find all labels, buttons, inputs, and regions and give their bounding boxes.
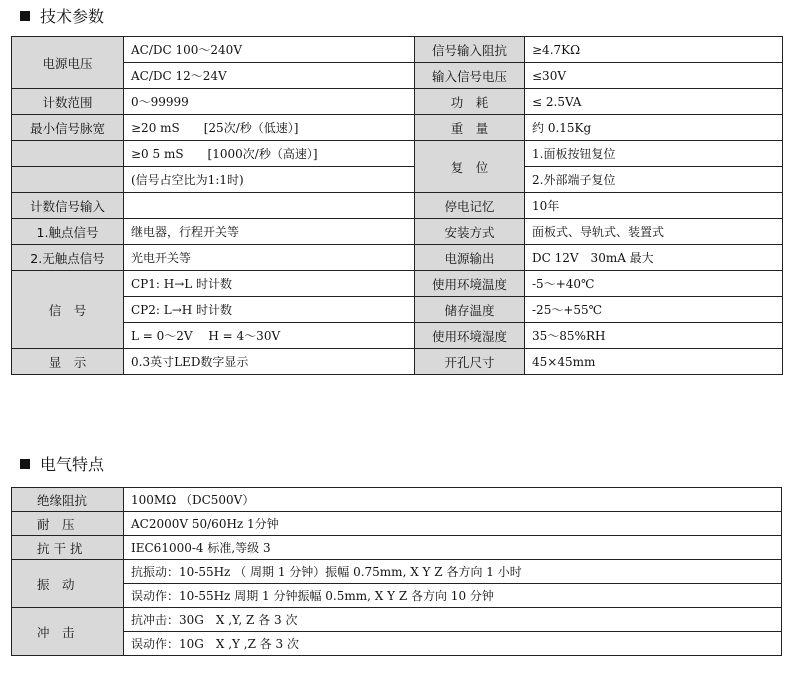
table-row bbox=[12, 584, 782, 608]
signal-voltage-value: ≤30V bbox=[525, 63, 783, 89]
display-label: 显 示 bbox=[12, 349, 124, 375]
table-row bbox=[12, 488, 782, 512]
table-row bbox=[12, 37, 783, 63]
contact-signal-value: 继电器，行程开关等 bbox=[124, 219, 415, 245]
electrical-spec-table bbox=[11, 487, 782, 656]
env-humidity-label: 使用环境湿度 bbox=[415, 323, 525, 349]
table-row bbox=[12, 245, 783, 271]
table-row bbox=[12, 349, 783, 375]
reset-value-2: 2.外部端子复位 bbox=[525, 167, 783, 193]
withstand-label: 耐 压 bbox=[12, 512, 124, 536]
power-output-label: 电源输出 bbox=[415, 245, 525, 271]
emc-label: 抗 干 扰 bbox=[12, 536, 124, 560]
reset-label: 复 位 bbox=[415, 141, 525, 193]
tech-spec-table bbox=[11, 36, 783, 375]
table-row bbox=[12, 632, 782, 656]
vibration-value-1: 抗振动：10-55Hz （ 周期 1 分钟）振幅 0.75mm, X Y Z 各方向 1 小时 bbox=[124, 560, 782, 584]
shock-value-2: 误动作：10G X ,Y ,Z 各 3 次 bbox=[124, 632, 782, 656]
env-humidity-value: 35～85%RH bbox=[525, 323, 783, 349]
power-voltage-value-2: AC/DC 12～24V bbox=[124, 63, 415, 89]
black-square-icon bbox=[20, 459, 30, 469]
black-square-icon bbox=[20, 11, 30, 21]
cutout-label: 开孔尺寸 bbox=[415, 349, 525, 375]
signal-impedance-label: 信号输入阻抗 bbox=[415, 37, 525, 63]
cutout-value: 45×45mm bbox=[525, 349, 783, 375]
table-row bbox=[12, 608, 782, 632]
count-input-label: 计数信号输入 bbox=[12, 193, 124, 219]
table-row bbox=[12, 560, 782, 584]
shock-value-1: 抗冲击：30G X ,Y, Z 各 3 次 bbox=[124, 608, 782, 632]
count-range-value: 0～99999 bbox=[124, 89, 415, 115]
electrical-section-title-text: 电气特点 bbox=[40, 455, 105, 474]
withstand-value: AC2000V 50/60Hz 1分钟 bbox=[124, 512, 782, 536]
env-temp-value: -5～+40℃ bbox=[525, 271, 783, 297]
electrical-section-title bbox=[20, 452, 104, 475]
signal-label: 信 号 bbox=[12, 271, 124, 349]
min-pulse-value-2: ≥0 5 mS [1000次/秒（高速）] bbox=[124, 141, 415, 167]
power-voltage-value-1: AC/DC 100～240V bbox=[124, 37, 415, 63]
table-row bbox=[12, 512, 782, 536]
table-row bbox=[12, 323, 783, 349]
install-value: 面板式、导轨式、装置式 bbox=[525, 219, 783, 245]
tech-section-title bbox=[20, 4, 104, 27]
power-consumption-label: 功 耗 bbox=[415, 89, 525, 115]
table-row bbox=[12, 297, 783, 323]
empty-label-cell bbox=[12, 141, 124, 167]
emc-value: IEC61000-4 标准,等级 3 bbox=[124, 536, 782, 560]
signal-impedance-value: ≥4.7KΩ bbox=[525, 37, 783, 63]
table-row bbox=[12, 141, 783, 167]
weight-value: 约 0.15Kg bbox=[525, 115, 783, 141]
empty-label-cell bbox=[12, 167, 124, 193]
insulation-label: 绝缘阻抗 bbox=[12, 488, 124, 512]
noncontact-signal-label: 2.无触点信号 bbox=[12, 245, 124, 271]
table-row bbox=[12, 89, 783, 115]
signal-value-3: L = 0～2V H = 4～30V bbox=[124, 323, 415, 349]
display-value: 0.3英寸LED数字显示 bbox=[124, 349, 415, 375]
insulation-value: 100MΩ （DC500V） bbox=[124, 488, 782, 512]
signal-voltage-label: 输入信号电压 bbox=[415, 63, 525, 89]
noncontact-signal-value: 光电开关等 bbox=[124, 245, 415, 271]
contact-signal-label: 1.触点信号 bbox=[12, 219, 124, 245]
count-range-label: 计数范围 bbox=[12, 89, 124, 115]
weight-label: 重 量 bbox=[415, 115, 525, 141]
shock-label: 冲 击 bbox=[12, 608, 124, 656]
table-row bbox=[12, 271, 783, 297]
min-pulse-value-3: (信号占空比为1:1时) bbox=[124, 167, 415, 193]
tech-section-title-text: 技术参数 bbox=[40, 7, 105, 26]
vibration-label: 振 动 bbox=[12, 560, 124, 608]
memory-label: 停电记忆 bbox=[415, 193, 525, 219]
table-row bbox=[12, 193, 783, 219]
env-temp-label: 使用环境温度 bbox=[415, 271, 525, 297]
memory-value: 10年 bbox=[525, 193, 783, 219]
table-row bbox=[12, 219, 783, 245]
min-pulse-label: 最小信号脉宽 bbox=[12, 115, 124, 141]
install-label: 安装方式 bbox=[415, 219, 525, 245]
power-output-value: DC 12V 30mA 最大 bbox=[525, 245, 783, 271]
min-pulse-value-1: ≥20 mS [25次/秒（低速）] bbox=[124, 115, 415, 141]
reset-value-1: 1.面板按钮复位 bbox=[525, 141, 783, 167]
table-row bbox=[12, 115, 783, 141]
vibration-value-2: 误动作：10-55Hz 周期 1 分钟振幅 0.5mm, X Y Z 各方向 10 分钟 bbox=[124, 584, 782, 608]
storage-temp-label: 储存温度 bbox=[415, 297, 525, 323]
power-consumption-value: ≤ 2.5VA bbox=[525, 89, 783, 115]
signal-value-1: CP1: H→L 时计数 bbox=[124, 271, 415, 297]
power-voltage-label: 电源电压 bbox=[12, 37, 124, 89]
table-row bbox=[12, 63, 783, 89]
count-input-value bbox=[124, 193, 415, 219]
table-row bbox=[12, 167, 783, 193]
table-row bbox=[12, 536, 782, 560]
storage-temp-value: -25～+55℃ bbox=[525, 297, 783, 323]
signal-value-2: CP2: L→H 时计数 bbox=[124, 297, 415, 323]
